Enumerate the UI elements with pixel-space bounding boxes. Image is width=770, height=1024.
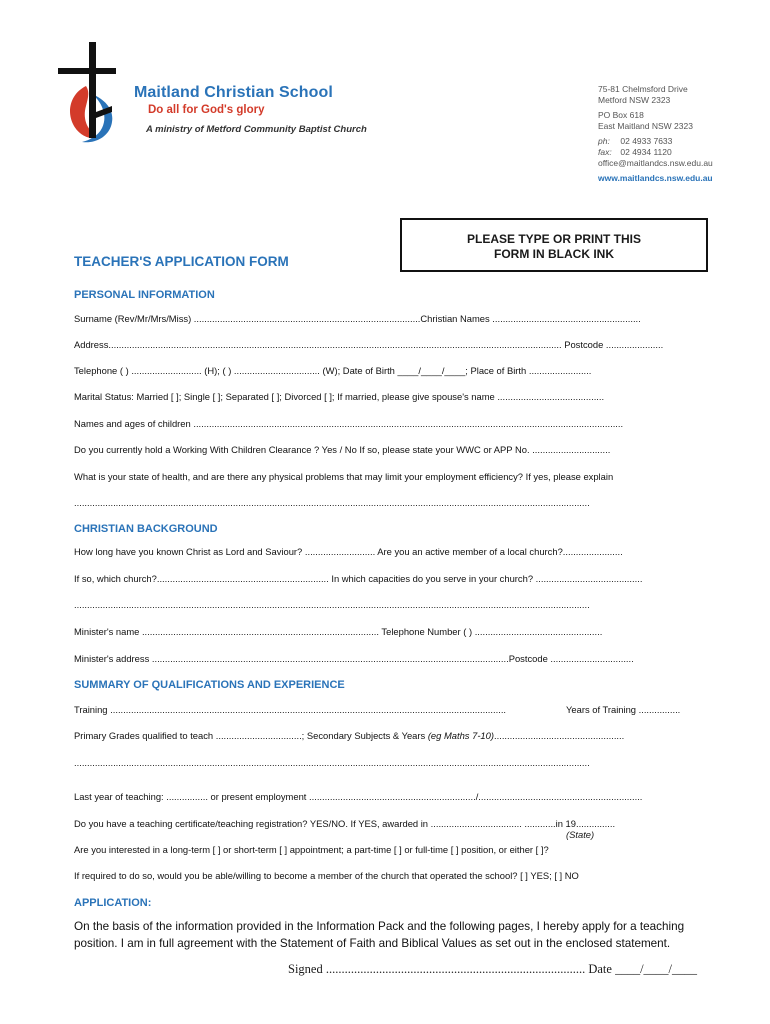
ink-notice-box bbox=[400, 218, 708, 272]
section-christian-background: CHRISTIAN BACKGROUND bbox=[74, 523, 218, 535]
school-logo-icon bbox=[56, 40, 118, 144]
school-ministry: A ministry of Metford Community Baptist Church bbox=[146, 124, 367, 135]
address-field[interactable]: Address.............................................................................................................................................................................. Postcode ...................... bbox=[74, 339, 664, 350]
wwc-field[interactable]: Do you currently hold a Working With Children Clearance ? Yes / No If so, please state your WWC or APP No. .............................. bbox=[74, 444, 611, 455]
fax-line bbox=[598, 147, 713, 158]
fax-number: 02 4934 1120 bbox=[620, 146, 672, 157]
years-training-field[interactable]: Years of Training ................ bbox=[566, 704, 681, 715]
telephone-field[interactable]: Telephone ( ) ........................... (H); ( ) ................................. (W); Date of Birth ____/____/____; Place of Birth ........................ bbox=[74, 365, 592, 376]
application-statement: On the basis of the information provided in the Information Pack and the following pages, I hereby apply for a teaching position. I am in full agreement with the Statement of Faith and Biblical Values as set out in the enclosed statement. bbox=[74, 920, 685, 950]
po-box: PO Box 618 bbox=[598, 110, 644, 121]
appointment-type-field[interactable]: Are you interested in a long-term [ ] or short-term [ ] appointment; a part-time [ ] or full-time [ ] position, or either [ ]? bbox=[74, 844, 549, 855]
website: www.maitlandcs.nsw.edu.au bbox=[598, 173, 713, 184]
ink-notice-line-1: PLEASE TYPE OR PRINT THIS bbox=[466, 232, 642, 246]
health-question: What is your state of health, and are there any physical problems that may limit your employment efficiency? If yes, please explain bbox=[74, 471, 614, 482]
school-name: Maitland Christian School bbox=[134, 84, 333, 101]
section-qualifications: SUMMARY OF QUALIFICATIONS AND EXPERIENCE bbox=[74, 679, 345, 691]
phone-label: ph: bbox=[598, 136, 610, 147]
church-member-field[interactable]: If required to do so, would you be able/willing to become a member of the church that operated the school? [ ] YES; [ ] NO bbox=[74, 870, 579, 881]
signature-date-field[interactable]: Signed ................................................................................... Date ____/____/____ bbox=[288, 962, 698, 976]
church-field[interactable]: If so, which church?.................................................................. In which capacities do you serve in your church? ......................................... bbox=[74, 573, 643, 584]
contact-block bbox=[598, 84, 713, 184]
health-answer-field[interactable]: ...................................................................................................................................................................................................... bbox=[74, 497, 590, 508]
certificate-field[interactable]: Do you have a teaching certificate/teaching registration? YES/NO. If YES, awarded in ................................... ............in 19............... bbox=[74, 818, 616, 829]
secondary-example: (eg Maths 7-10) bbox=[427, 730, 494, 741]
section-application: APPLICATION: bbox=[74, 897, 152, 909]
primary-grades-label: Primary Grades qualified to teach .................................; Secondary Subjects & Years bbox=[74, 730, 428, 741]
fax-label: fax: bbox=[598, 146, 612, 157]
training-field[interactable]: Training ........................................................................................................................................................ bbox=[74, 704, 507, 715]
minister-address-field[interactable]: Minister's address .........................................................................................................................................Postcode ................................ bbox=[74, 653, 634, 664]
address-line-2: Metford NSW 2323 bbox=[598, 94, 671, 105]
form-title: TEACHER'S APPLICATION FORM bbox=[74, 254, 289, 269]
po-town: East Maitland NSW 2323 bbox=[598, 120, 693, 131]
qualifications-blank-field[interactable]: ...................................................................................................................................................................................................... bbox=[74, 757, 590, 768]
church-capacities-field[interactable]: ...................................................................................................................................................................................................... bbox=[74, 599, 590, 610]
address-line-1: 75-81 Chelmsford Drive bbox=[598, 84, 688, 94]
secondary-subjects-line: .................................................. bbox=[494, 730, 625, 741]
teaching-grades-field[interactable] bbox=[74, 730, 624, 741]
email: office@maitlandcs.nsw.edu.au bbox=[598, 157, 713, 168]
minister-name-field[interactable]: Minister's name ........................................................................................... Telephone Number ( ) ................................................. bbox=[74, 626, 603, 637]
ink-notice-line-2: FORM IN BLACK INK bbox=[494, 247, 614, 261]
state-hint: (State) bbox=[566, 829, 595, 840]
section-personal-information: PERSONAL INFORMATION bbox=[74, 289, 215, 301]
children-field[interactable]: Names and ages of children ..................................................................................................................................................................... bbox=[74, 418, 624, 429]
phone-number: 02 4933 7633 bbox=[620, 136, 673, 147]
marital-status-field[interactable]: Marital Status: Married [ ]; Single [ ]; Separated [ ]; Divorced [ ]; If married, please give spouse's name ......................................... bbox=[74, 391, 605, 402]
last-year-field[interactable]: Last year of teaching: ................ or present employment ................................................................/............................................................... bbox=[74, 791, 643, 802]
phone-line bbox=[598, 136, 713, 147]
known-christ-field[interactable]: How long have you known Christ as Lord and Saviour? ........................... Are you an active member of a local church?....................... bbox=[74, 546, 623, 557]
school-tagline: Do all for God's glory bbox=[148, 104, 265, 116]
surname-field[interactable]: Surname (Rev/Mr/Mrs/Miss) .......................................................................................Christian Names ......................................................... bbox=[74, 313, 641, 324]
